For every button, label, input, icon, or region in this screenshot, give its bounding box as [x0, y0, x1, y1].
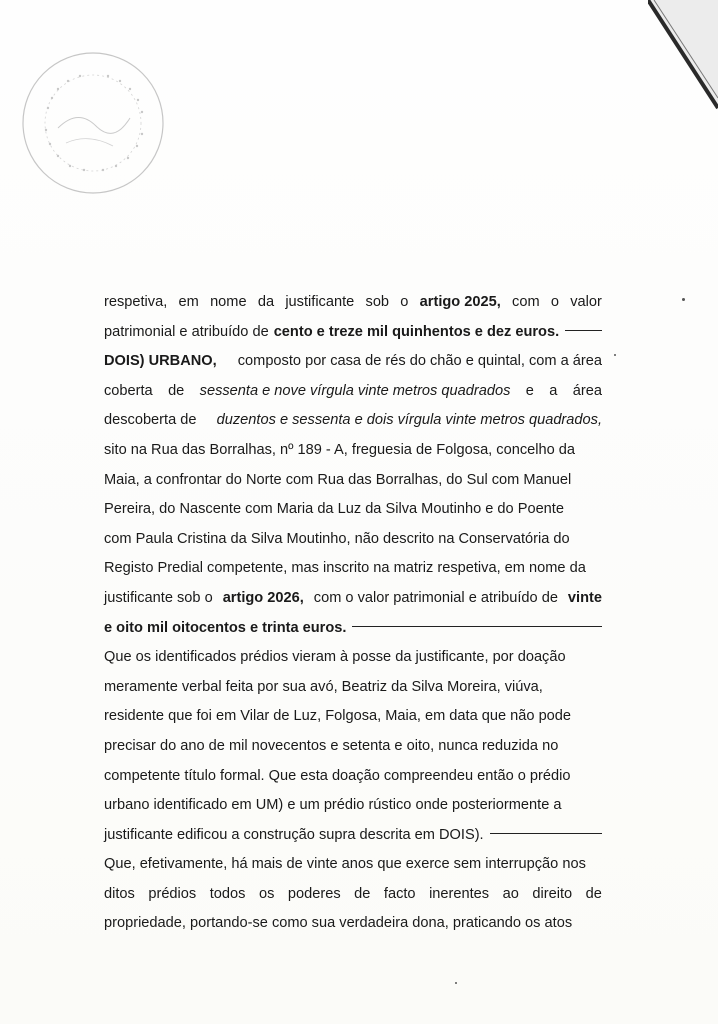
text-line — [104, 584, 602, 614]
text-segment: ao — [502, 885, 519, 902]
page-corner-fold — [648, 0, 718, 110]
text-segment: respetiva, — [104, 294, 168, 310]
text-segment: descoberta de — [104, 412, 197, 429]
text-line — [104, 347, 602, 377]
text-segment: composto por casa de rés do chão e quintal, com a área — [237, 353, 602, 370]
text-segment: o — [550, 294, 559, 310]
text-line — [104, 288, 602, 318]
text-segment: de — [585, 885, 602, 902]
text-segment: justificante edificou a construção supra descrita em DOIS). — [104, 826, 484, 843]
text-line — [104, 525, 602, 555]
text-line — [104, 377, 602, 407]
text-line — [104, 850, 602, 880]
italic-text: sessenta e nove vírgula vinte metros quadrados — [199, 382, 511, 399]
text-segment: os — [258, 885, 275, 902]
bold-text: vinte — [567, 589, 602, 606]
text-segment: prédios — [148, 885, 197, 902]
scan-speck — [455, 982, 457, 984]
text-line — [104, 791, 602, 821]
notary-seal-stamp — [18, 48, 168, 198]
text-line — [104, 880, 602, 910]
bold-text: cento e treze mil quinhentos e dez euros. — [273, 323, 560, 340]
text-segment: meramente verbal feita por sua avó, Beatriz da Silva Moreira, viúva, — [104, 678, 543, 695]
filler-dash-line — [352, 625, 602, 627]
text-segment: Que, efetivamente, há mais de vinte anos que exerce sem interrupção nos — [104, 856, 586, 873]
text-line — [104, 406, 602, 436]
text-line — [104, 436, 602, 466]
text-line — [104, 466, 602, 496]
text-segment: justificante — [285, 294, 355, 310]
text-segment: coberta — [104, 382, 153, 399]
text-line — [104, 909, 602, 939]
text-segment: justificante sob o — [104, 589, 213, 606]
text-segment: residente que foi em Vilar de Luz, Folgosa, Maia, em data que não pode — [104, 708, 572, 725]
text-segment: sito na Rua das Borralhas, nº 189 - A, freguesia de Folgosa, concelho da — [104, 441, 575, 458]
bold-text: artigo 2026, — [222, 589, 304, 606]
text-segment: de — [354, 885, 371, 902]
text-segment: inerentes — [429, 885, 490, 902]
text-line — [104, 762, 602, 792]
text-segment: precisar do ano de mil novecentos e setenta e oito, nunca reduzida no — [104, 737, 559, 754]
text-segment: de — [168, 382, 185, 399]
text-segment: o — [400, 294, 409, 310]
scan-speck — [682, 298, 685, 301]
text-segment: valor — [570, 294, 602, 310]
text-segment: Registo Predial competente, mas inscrito na matriz respetiva, em nome da — [104, 560, 586, 577]
bold-text: e oito mil oitocentos e trinta euros. — [104, 619, 347, 636]
text-line — [104, 732, 602, 762]
filler-dash-line — [490, 832, 602, 834]
text-segment: patrimonial e atribuído de — [104, 323, 269, 340]
text-line — [104, 673, 602, 703]
text-line — [104, 614, 602, 644]
text-segment: poderes — [287, 885, 341, 902]
text-segment: área — [572, 382, 602, 399]
text-segment: urbano identificado em UM) e um prédio rústico onde posteriormente a — [104, 797, 562, 814]
text-line — [104, 318, 602, 348]
text-segment: sob — [365, 294, 390, 310]
text-segment: direito — [532, 885, 573, 902]
text-line — [104, 495, 602, 525]
filler-dash-line — [565, 329, 602, 331]
text-line — [104, 702, 602, 732]
text-segment: Pereira, do Nascente com Maria da Luz da Silva Moutinho e do Poente — [104, 501, 564, 518]
text-line — [104, 821, 602, 851]
text-segment: todos — [209, 885, 246, 902]
text-segment: Que os identificados prédios vieram à posse da justificante, por doação — [104, 649, 566, 666]
text-line — [104, 554, 602, 584]
bold-text: artigo 2025, — [419, 294, 501, 310]
text-segment: ditos — [104, 885, 135, 902]
scan-speck — [614, 354, 616, 356]
text-segment: propriedade, portando-se como sua verdadeira dona, praticando os atos — [104, 915, 573, 932]
text-segment: com o valor patrimonial e atribuído de — [313, 589, 558, 606]
italic-text: duzentos e sessenta e dois vírgula vinte metros quadrados, — [216, 412, 602, 429]
text-segment: competente título formal. Que esta doação compreendeu então o prédio — [104, 767, 571, 784]
text-line — [104, 643, 602, 673]
text-segment: e — [525, 382, 534, 399]
text-segment: em — [178, 294, 199, 310]
document-body-text — [104, 288, 602, 939]
text-segment: com — [512, 294, 540, 310]
text-segment: nome — [210, 294, 247, 310]
bold-text: DOIS) URBANO, — [104, 353, 217, 370]
text-segment: da — [257, 294, 275, 310]
text-segment: Maia, a confrontar do Norte com Rua das Borralhas, do Sul com Manuel — [104, 471, 572, 488]
text-segment: a — [549, 382, 558, 399]
text-segment: facto — [383, 885, 416, 902]
text-segment: com Paula Cristina da Silva Moutinho, não descrito na Conservatória do — [104, 530, 570, 547]
